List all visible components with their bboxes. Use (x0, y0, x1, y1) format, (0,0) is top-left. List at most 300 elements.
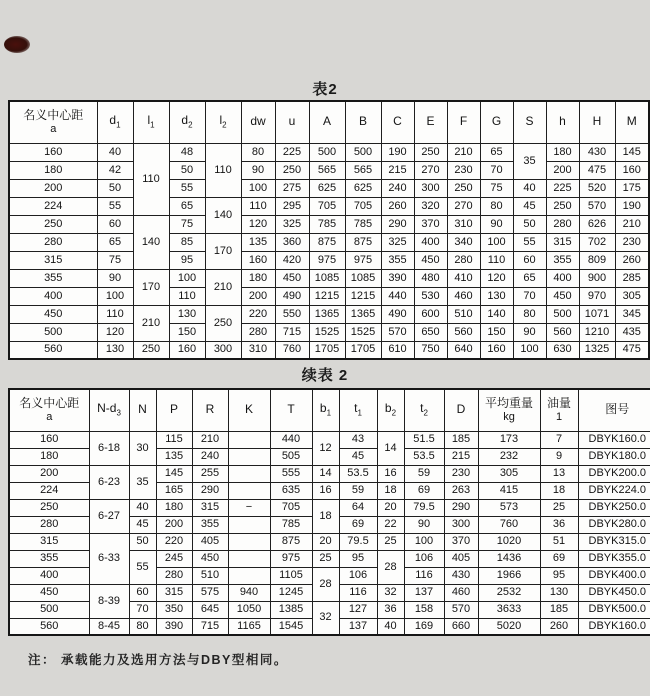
table-cell: 6-33 (89, 533, 129, 584)
table-cell: 60 (513, 251, 546, 269)
table-cell: 705 (270, 499, 312, 516)
column-header: G (480, 101, 513, 143)
table-cell: 210 (205, 269, 241, 305)
table-cell: 116 (339, 584, 377, 601)
table-cell: 260 (381, 197, 414, 215)
table-cell: 1085 (309, 269, 345, 287)
table-cell: 480 (414, 269, 447, 287)
table-cell: 280 (9, 516, 89, 533)
table-cell (228, 516, 270, 533)
table-cell: 575 (192, 584, 228, 601)
column-header: $b_2$ (377, 389, 404, 431)
table-cell: 1365 (345, 305, 381, 323)
table-cell: 7 (540, 431, 578, 448)
column-header: $t_2$ (404, 389, 444, 431)
table-cell: 140 (133, 215, 169, 269)
table-cell: 200 (156, 516, 192, 533)
table-cell: 110 (205, 143, 241, 197)
table-cell: 560 (447, 323, 480, 341)
table-cell: 270 (447, 197, 480, 215)
table-cell: DBYK315.0 (578, 533, 650, 550)
table-cell: 280 (447, 251, 480, 269)
table-cell: 715 (275, 323, 309, 341)
table-cell: 28 (312, 567, 339, 601)
spec-table-main (8, 100, 650, 360)
table-cell: 290 (381, 215, 414, 233)
column-header: E (414, 101, 447, 143)
table-cell: 340 (447, 233, 480, 251)
table-cell: 190 (615, 197, 649, 215)
table-cell: 1165 (228, 618, 270, 635)
table-cell: 500 (9, 601, 89, 618)
table-cell: 180 (9, 161, 97, 179)
table-cell: 90 (513, 323, 546, 341)
table-cell: 250 (205, 305, 241, 341)
table-cell: 95 (339, 550, 377, 567)
table-cell: 1705 (309, 341, 345, 359)
table2-title: 续表 2 (301, 367, 349, 384)
table-cell: 660 (444, 618, 478, 635)
table-row (9, 143, 649, 161)
table-cell: 65 (480, 143, 513, 161)
table-cell: 6-23 (89, 465, 129, 499)
table-cell: 245 (156, 550, 192, 567)
table-cell: 55 (97, 197, 133, 215)
table-cell: 170 (133, 269, 169, 305)
table-cell: 315 (192, 499, 228, 516)
table-cell: 140 (205, 197, 241, 233)
table-cell: 315 (156, 584, 192, 601)
table-cell: 210 (447, 143, 480, 161)
table-cell: 50 (97, 179, 133, 197)
table-cell: 390 (156, 618, 192, 635)
table-cell: 200 (546, 161, 579, 179)
table-cell: 36 (377, 601, 404, 618)
table-cell: 65 (169, 197, 205, 215)
column-header: M (615, 101, 649, 143)
table-cell: 280 (9, 233, 97, 251)
table-cell: 390 (381, 269, 414, 287)
table1-title: 表2 (312, 81, 338, 98)
table-cell: 20 (312, 533, 339, 550)
table-cell: 400 (414, 233, 447, 251)
table-cell: 9 (540, 448, 578, 465)
table-cell: 14 (312, 465, 339, 482)
table-cell: 69 (540, 550, 578, 567)
table-cell: 940 (228, 584, 270, 601)
table-cell: 350 (156, 601, 192, 618)
table-cell: 760 (478, 516, 540, 533)
table-cell: 450 (192, 550, 228, 567)
table-cell: 36 (540, 516, 578, 533)
table-cell (228, 567, 270, 584)
table-cell: 230 (447, 161, 480, 179)
table-cell: 635 (270, 482, 312, 499)
table-cell: 135 (241, 233, 275, 251)
table-cell: 400 (546, 269, 579, 287)
table-cell: 325 (275, 215, 309, 233)
table-cell: 80 (241, 143, 275, 161)
table-cell: 705 (309, 197, 345, 215)
table-cell: 450 (9, 584, 89, 601)
table-cell: 64 (339, 499, 377, 516)
table-cell: 90 (241, 161, 275, 179)
column-header: 名义中心距 a (9, 101, 97, 143)
table-cell: 450 (9, 305, 97, 323)
table-cell: 420 (275, 251, 309, 269)
table-cell: 220 (156, 533, 192, 550)
table-cell: 900 (579, 269, 615, 287)
table-cell: 130 (540, 584, 578, 601)
table-cell: 135 (156, 448, 192, 465)
table-cell: 70 (129, 601, 156, 618)
table-cell: 160 (615, 161, 649, 179)
column-header: u (275, 101, 309, 143)
table-cell: 51 (540, 533, 578, 550)
table-cell: 355 (192, 516, 228, 533)
table-cell: 640 (447, 341, 480, 359)
table-row (9, 465, 650, 482)
table-cell: 6-27 (89, 499, 129, 533)
table-cell: 230 (444, 465, 478, 482)
table-cell: 1966 (478, 567, 540, 584)
table-cell: 70 (513, 287, 546, 305)
table-cell: 65 (97, 233, 133, 251)
table-cell: 875 (309, 233, 345, 251)
table-cell: 225 (546, 179, 579, 197)
table-cell: 130 (97, 341, 133, 359)
table-row (9, 287, 649, 305)
table-cell: 18 (540, 482, 578, 499)
table-cell: DBYK280.0 (578, 516, 650, 533)
table-cell: 130 (169, 305, 205, 323)
table-cell: 169 (404, 618, 444, 635)
table-cell: 305 (478, 465, 540, 482)
table-cell: 750 (414, 341, 447, 359)
table-cell: 210 (192, 431, 228, 448)
table-cell: 573 (478, 499, 540, 516)
table-cell: 79.5 (339, 533, 377, 550)
table-cell: 173 (478, 431, 540, 448)
table-cell: 18 (377, 482, 404, 499)
table-cell: 355 (546, 251, 579, 269)
table-cell: 185 (540, 601, 578, 618)
table-cell: 48 (169, 143, 205, 161)
table-row (9, 251, 649, 269)
table-cell: 785 (270, 516, 312, 533)
table-cell: 12 (312, 431, 339, 465)
table-cell: 550 (275, 305, 309, 323)
table-cell: 570 (381, 323, 414, 341)
table-cell: 570 (579, 197, 615, 215)
table-cell: 224 (9, 197, 97, 215)
table-cell: 295 (275, 197, 309, 215)
table-cell: 1545 (270, 618, 312, 635)
table-cell: 300 (414, 179, 447, 197)
table-cell: 50 (129, 533, 156, 550)
table-cell: 500 (345, 143, 381, 161)
table-cell: 110 (97, 305, 133, 323)
column-header: dw (241, 101, 275, 143)
table-cell (228, 533, 270, 550)
table-cell: 1105 (270, 567, 312, 584)
table-cell: 16 (312, 482, 339, 499)
table-cell: 8-39 (89, 584, 129, 618)
table-cell: 625 (345, 179, 381, 197)
table-cell: 145 (156, 465, 192, 482)
table-cell: 505 (270, 448, 312, 465)
footnote: 注： 承载能力及选用方法与DBY型相同。 (28, 653, 288, 667)
table-cell: 32 (377, 584, 404, 601)
table-cell: 310 (447, 215, 480, 233)
table-cell: 400 (9, 567, 89, 584)
table-cell: 510 (447, 305, 480, 323)
table-cell: 170 (205, 233, 241, 269)
table-cell: 140 (480, 305, 513, 323)
table-cell: 650 (414, 323, 447, 341)
table-cell (228, 431, 270, 448)
table-cell: 560 (546, 323, 579, 341)
table-cell: 3633 (478, 601, 540, 618)
table-cell: 250 (447, 179, 480, 197)
table-cell: 785 (345, 215, 381, 233)
table-cell: 565 (345, 161, 381, 179)
table-cell: 625 (309, 179, 345, 197)
table-cell: 95 (169, 251, 205, 269)
table-cell: 175 (615, 179, 649, 197)
table-cell: 285 (615, 269, 649, 287)
table-cell: 110 (133, 143, 169, 215)
table-cell: 355 (381, 251, 414, 269)
table-row (9, 341, 649, 359)
table-cell: 55 (513, 233, 546, 251)
table-row (9, 305, 649, 323)
table-cell: 215 (444, 448, 478, 465)
table-cell: 450 (546, 287, 579, 305)
table-cell: 2532 (478, 584, 540, 601)
table-cell: 875 (345, 233, 381, 251)
table-cell: 1050 (228, 601, 270, 618)
table-cell: 415 (478, 482, 540, 499)
table-cell: 53.5 (404, 448, 444, 465)
table-cell: 106 (404, 550, 444, 567)
table-cell: 32 (312, 601, 339, 635)
column-header: $l_2$ (205, 101, 241, 143)
table-cell: 40 (513, 179, 546, 197)
table-cell: 69 (339, 516, 377, 533)
table-cell: 45 (513, 197, 546, 215)
table-cell: 35 (129, 465, 156, 499)
table-cell: 20 (377, 499, 404, 516)
table-cell: 250 (414, 143, 447, 161)
table-cell: 1215 (345, 287, 381, 305)
table-row (9, 431, 650, 448)
spec-table-continued (8, 388, 650, 636)
table-cell: 224 (9, 482, 89, 499)
column-header: K (228, 389, 270, 431)
table-cell: 8-45 (89, 618, 129, 635)
table-cell: DBYK160.0 (578, 618, 650, 635)
table-cell: 232 (478, 448, 540, 465)
table-cell: 1525 (309, 323, 345, 341)
table-row (9, 215, 649, 233)
table-cell: 120 (480, 269, 513, 287)
table-cell: 975 (309, 251, 345, 269)
table-cell: 500 (309, 143, 345, 161)
table-cell: 50 (169, 161, 205, 179)
table-cell: 975 (345, 251, 381, 269)
table-cell: 45 (339, 448, 377, 465)
table-row (9, 197, 649, 215)
table-cell: 975 (270, 550, 312, 567)
table-cell: 430 (579, 143, 615, 161)
table-cell: − (228, 499, 270, 516)
table-cell: 970 (579, 287, 615, 305)
table-cell: 450 (275, 269, 309, 287)
table-cell: 290 (192, 482, 228, 499)
table-cell: 275 (275, 179, 309, 197)
table-cell: 158 (404, 601, 444, 618)
table-row (9, 269, 649, 287)
table-cell: 315 (546, 233, 579, 251)
table-cell: 75 (97, 251, 133, 269)
table-cell: 1385 (270, 601, 312, 618)
table-cell: 160 (480, 341, 513, 359)
table-cell: 435 (615, 323, 649, 341)
table-cell: 240 (381, 179, 414, 197)
table-cell: 35 (513, 143, 546, 179)
table-cell: DBYK355.0 (578, 550, 650, 567)
table-cell: 785 (309, 215, 345, 233)
table-cell: 180 (241, 269, 275, 287)
column-header: H (579, 101, 615, 143)
table-cell: 250 (9, 499, 89, 516)
table-cell: 130 (480, 287, 513, 305)
table-cell: 405 (444, 550, 478, 567)
table-cell: 90 (404, 516, 444, 533)
column-header: S (513, 101, 546, 143)
table-cell: 1215 (309, 287, 345, 305)
table-cell: 600 (414, 305, 447, 323)
column-header: T (270, 389, 312, 431)
column-header: F (447, 101, 480, 143)
table-cell: 160 (169, 341, 205, 359)
table-cell: 210 (615, 215, 649, 233)
table-cell: 430 (444, 567, 478, 584)
table-cell: DBYK200.0 (578, 465, 650, 482)
table-cell: 25 (377, 533, 404, 550)
column-header: A (309, 101, 345, 143)
table-cell: 100 (480, 233, 513, 251)
table-cell: 43 (339, 431, 377, 448)
table-cell: 1071 (579, 305, 615, 323)
column-header: 平均重量 kg (478, 389, 540, 431)
table-cell: 475 (615, 341, 649, 359)
table-cell: 137 (339, 618, 377, 635)
table-cell: 120 (97, 323, 133, 341)
table-cell: 215 (381, 161, 414, 179)
table-cell: 410 (447, 269, 480, 287)
table-cell: 60 (97, 215, 133, 233)
table-cell: 630 (546, 341, 579, 359)
table-cell: 137 (404, 584, 444, 601)
table-cell: 400 (9, 287, 97, 305)
table-cell: 355 (9, 550, 89, 567)
table-cell: 200 (9, 179, 97, 197)
table-cell: 530 (414, 287, 447, 305)
table-cell: 490 (381, 305, 414, 323)
table-cell: 14 (377, 431, 404, 465)
table-cell: 555 (270, 465, 312, 482)
table-cell: 645 (192, 601, 228, 618)
column-header: N (129, 389, 156, 431)
table-cell: 315 (9, 533, 89, 550)
table-cell: 200 (241, 287, 275, 305)
table-cell: 510 (192, 567, 228, 584)
table-cell: 150 (169, 323, 205, 341)
header-row (9, 389, 650, 431)
table-cell: 90 (480, 215, 513, 233)
table-cell: 65 (513, 269, 546, 287)
table-cell: 70 (480, 161, 513, 179)
table-cell: 5020 (478, 618, 540, 635)
column-header: B (345, 101, 381, 143)
table-cell: 120 (241, 215, 275, 233)
table-cell: 250 (546, 197, 579, 215)
table-cell: 1525 (345, 323, 381, 341)
table-cell: 1365 (309, 305, 345, 323)
column-header: R (192, 389, 228, 431)
table-cell: 75 (169, 215, 205, 233)
table-cell: 85 (169, 233, 205, 251)
table-cell: 42 (97, 161, 133, 179)
table-cell: 79.5 (404, 499, 444, 516)
table-cell: 225 (275, 143, 309, 161)
table-cell: 127 (339, 601, 377, 618)
table-cell: 100 (241, 179, 275, 197)
table-row (9, 179, 649, 197)
table-cell: DBYK180.0 (578, 448, 650, 465)
table-cell: 40 (97, 143, 133, 161)
table-cell: 115 (156, 431, 192, 448)
table-cell (228, 448, 270, 465)
table-cell: 185 (444, 431, 478, 448)
table-cell: 1210 (579, 323, 615, 341)
table-cell: DBYK160.0 (578, 431, 650, 448)
table-cell: 110 (241, 197, 275, 215)
column-header: $d_2$ (169, 101, 205, 143)
table-cell: 250 (133, 341, 169, 359)
table-row (9, 161, 649, 179)
table-cell: 18 (312, 499, 339, 533)
table-cell: 570 (444, 601, 478, 618)
table-cell (228, 550, 270, 567)
table-cell: 240 (192, 448, 228, 465)
table-cell: 705 (345, 197, 381, 215)
column-header: 名义中心距 a (9, 389, 89, 431)
table-cell: 475 (579, 161, 615, 179)
table-row (9, 323, 649, 341)
column-header: $b_1$ (312, 389, 339, 431)
table-cell: 180 (546, 143, 579, 161)
table-cell: 230 (615, 233, 649, 251)
table-cell: 80 (480, 197, 513, 215)
table-cell: 610 (381, 341, 414, 359)
header-row (9, 101, 649, 143)
table-row (9, 499, 650, 516)
table-cell: 90 (97, 269, 133, 287)
table-cell: 305 (615, 287, 649, 305)
